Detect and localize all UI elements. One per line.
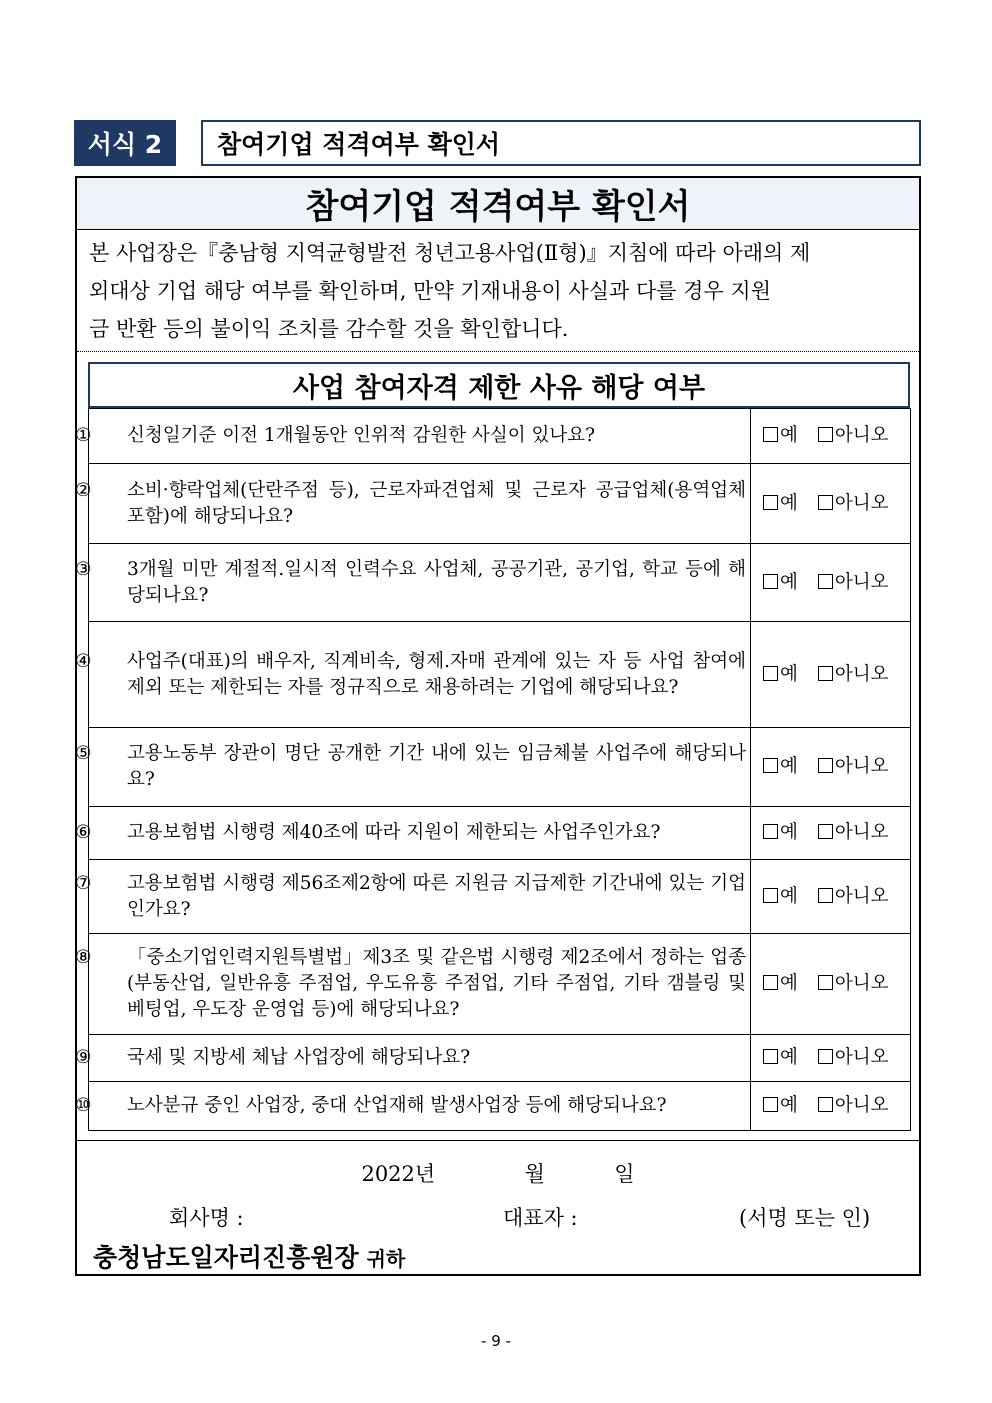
checkbox-icon[interactable] xyxy=(818,975,833,990)
checkbox-icon[interactable] xyxy=(763,1097,778,1112)
yes-label: 예 xyxy=(780,1047,798,1068)
answer-cell xyxy=(751,807,911,860)
checkbox-icon[interactable] xyxy=(763,427,778,442)
recipient xyxy=(93,1238,405,1274)
checkbox-icon[interactable] xyxy=(763,888,778,903)
date-month: 월 xyxy=(524,1162,545,1186)
question-table xyxy=(75,408,911,1131)
question-row xyxy=(89,622,911,728)
no-option[interactable] xyxy=(818,820,889,846)
question-row xyxy=(89,1082,911,1131)
checkbox-icon[interactable] xyxy=(763,1049,778,1064)
yes-label: 예 xyxy=(780,492,798,514)
question-text-cell xyxy=(75,544,751,622)
no-label: 아니오 xyxy=(834,885,889,907)
yes-label: 예 xyxy=(780,885,798,907)
no-option[interactable] xyxy=(818,884,889,910)
question-text: 3개월 미만 계절적.일시적 인력수요 사업체, 공공기관, 공기업, 학교 등에 해당되나요? xyxy=(127,558,746,606)
answer-cell xyxy=(751,409,911,464)
question-text: 국세 및 지방세 체납 사업장에 해당되나요? xyxy=(127,1047,471,1068)
recipient-name: 충청남도일자리진흥원장 xyxy=(93,1243,359,1272)
no-option[interactable] xyxy=(818,570,889,596)
yes-label: 예 xyxy=(780,571,798,593)
question-row xyxy=(89,807,911,860)
checkbox-icon[interactable] xyxy=(763,824,778,839)
answer-cell xyxy=(751,728,911,807)
question-text-cell xyxy=(75,464,751,544)
question-number: ② xyxy=(75,479,92,501)
form-container xyxy=(75,176,921,1276)
question-number: ⑩ xyxy=(75,1095,92,1116)
yes-option[interactable] xyxy=(763,1093,798,1119)
question-text: 소비·향락업체(단란주점 등), 근로자파견업체 및 근로자 공급업체(용역업체 포함)에 해당되나요? xyxy=(127,479,746,527)
yes-label: 예 xyxy=(780,425,798,446)
question-text-cell xyxy=(75,807,751,860)
yes-label: 예 xyxy=(780,1095,798,1116)
checkbox-icon[interactable] xyxy=(763,666,778,681)
date-year: 2022년 xyxy=(361,1162,436,1186)
question-row xyxy=(89,1035,911,1082)
intro-line: 본 사업장은『충남형 지역균형발전 청년고용사업(Ⅱ형)』지침에 따라 아래의 제 xyxy=(89,241,811,265)
intro-paragraph xyxy=(77,230,919,352)
checkbox-icon[interactable] xyxy=(763,574,778,589)
checkbox-icon[interactable] xyxy=(818,824,833,839)
question-text-cell xyxy=(75,728,751,807)
intro-line: 금 반환 등의 불이익 조치를 감수할 것을 확인합니다. xyxy=(89,317,569,341)
no-option[interactable] xyxy=(818,423,889,449)
question-number: ⑥ xyxy=(75,822,92,843)
question-text: 고용보험법 시행령 제40조에 따라 지원이 제한되는 사업주인가요? xyxy=(127,822,661,843)
question-row xyxy=(89,409,911,464)
header-title: 참여기업 적격여부 확인서 xyxy=(201,120,921,166)
date-day: 일 xyxy=(614,1162,635,1186)
question-number: ④ xyxy=(75,650,92,672)
question-text: 신청일기준 이전 1개월동안 인위적 감원한 사실이 있나요? xyxy=(127,425,596,446)
question-number: ⑧ xyxy=(75,947,92,968)
answer-cell xyxy=(751,464,911,544)
yes-option[interactable] xyxy=(763,884,798,910)
no-label: 아니오 xyxy=(834,822,889,843)
section-title: 사업 참여자격 제한 사유 해당 여부 xyxy=(88,362,910,408)
yes-label: 예 xyxy=(780,663,798,685)
question-row xyxy=(89,934,911,1035)
answer-cell xyxy=(751,544,911,622)
question-text-cell xyxy=(75,1035,751,1082)
intro-line: 외대상 기업 해당 여부를 확인하며, 만약 기재내용이 사실과 다를 경우 지원 xyxy=(89,279,772,303)
checkbox-icon[interactable] xyxy=(818,1049,833,1064)
company-name-label: 회사명 : xyxy=(169,1206,244,1230)
answer-cell xyxy=(751,934,911,1035)
document-title: 참여기업 적격여부 확인서 xyxy=(77,178,919,230)
yes-option[interactable] xyxy=(763,570,798,596)
question-number: ⑦ xyxy=(75,872,92,894)
no-label: 아니오 xyxy=(834,663,889,685)
question-text: 고용보험법 시행령 제56조제2항에 따른 지원금 지급제한 기간내에 있는 기업인가요? xyxy=(127,872,746,920)
checkbox-icon[interactable] xyxy=(818,1097,833,1112)
yes-option[interactable] xyxy=(763,423,798,449)
answer-cell xyxy=(751,860,911,934)
no-option[interactable] xyxy=(818,1093,889,1119)
checkbox-icon[interactable] xyxy=(818,888,833,903)
yes-option[interactable] xyxy=(763,662,798,688)
question-text: 「중소기업인력지원특별법」제3조 및 같은법 시행령 제2조에서 정하는 업종(부동산업, 일반유흥 주점업, 우도유흥 주점업, 기타 주점업, 기타 갬블링 및 베팅업, 우도장 운영업 등)에 해당되나요? xyxy=(127,947,746,1020)
no-option[interactable] xyxy=(818,971,889,997)
no-option[interactable] xyxy=(818,754,889,780)
recipient-suffix: 귀하 xyxy=(366,1247,406,1271)
no-option[interactable] xyxy=(818,1045,889,1071)
question-text-cell xyxy=(75,934,751,1035)
yes-option[interactable] xyxy=(763,971,798,997)
page-number: - 9 - xyxy=(481,1332,511,1350)
representative-label: 대표자 : xyxy=(503,1206,578,1230)
no-label: 아니오 xyxy=(834,1047,889,1068)
yes-label: 예 xyxy=(780,756,798,777)
signature-seal-label: (서명 또는 인) xyxy=(739,1206,871,1230)
question-row xyxy=(89,464,911,544)
question-row xyxy=(89,544,911,622)
no-label: 아니오 xyxy=(834,756,889,777)
no-label: 아니오 xyxy=(834,571,889,593)
yes-label: 예 xyxy=(780,973,798,994)
no-option[interactable] xyxy=(818,491,889,517)
signature-divider xyxy=(77,1140,919,1141)
question-number: ③ xyxy=(75,558,92,580)
question-text: 사업주(대표)의 배우자, 직계비속, 형제.자매 관계에 있는 자 등 사업 참여에 제외 또는 제한되는 자를 정규직으로 채용하려는 기업에 해당되나요? xyxy=(127,650,746,698)
no-label: 아니오 xyxy=(834,1095,889,1116)
yes-option[interactable] xyxy=(763,820,798,846)
question-text-cell xyxy=(75,860,751,934)
question-row xyxy=(89,860,911,934)
yes-option[interactable] xyxy=(763,1045,798,1071)
form-number-label: 서식 2 xyxy=(74,120,176,166)
checkbox-icon[interactable] xyxy=(818,427,833,442)
answer-cell xyxy=(751,1082,911,1131)
yes-option[interactable] xyxy=(763,754,798,780)
checkbox-icon[interactable] xyxy=(818,666,833,681)
checkbox-icon[interactable] xyxy=(818,574,833,589)
no-option[interactable] xyxy=(818,662,889,688)
yes-option[interactable] xyxy=(763,491,798,517)
checkbox-icon[interactable] xyxy=(763,975,778,990)
question-number: ⑤ xyxy=(75,743,92,764)
question-text: 노사분규 중인 사업장, 중대 산업재해 발생사업장 등에 해당되나요? xyxy=(127,1095,667,1116)
yes-label: 예 xyxy=(780,822,798,843)
answer-cell xyxy=(751,622,911,728)
question-text-cell xyxy=(75,409,751,464)
checkbox-icon[interactable] xyxy=(818,495,833,510)
question-text: 고용노동부 장관이 명단 공개한 기간 내에 있는 임금체불 사업주에 해당되나요? xyxy=(127,743,746,790)
question-number: ① xyxy=(75,425,92,446)
no-label: 아니오 xyxy=(834,973,889,994)
answer-cell xyxy=(751,1035,911,1082)
checkbox-icon[interactable] xyxy=(763,495,778,510)
date-line xyxy=(77,1158,919,1188)
question-number: ⑨ xyxy=(75,1047,92,1068)
no-label: 아니오 xyxy=(834,425,889,446)
checkbox-icon[interactable] xyxy=(763,758,778,773)
question-text-cell xyxy=(75,1082,751,1131)
no-label: 아니오 xyxy=(834,492,889,514)
question-row xyxy=(89,728,911,807)
checkbox-icon[interactable] xyxy=(818,758,833,773)
question-text-cell xyxy=(75,622,751,728)
